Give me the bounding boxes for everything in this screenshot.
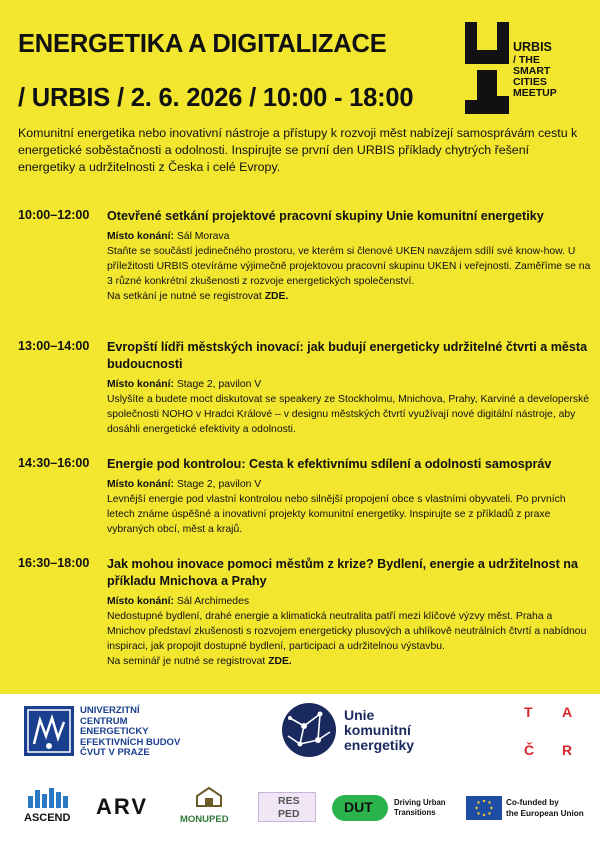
dut-logo: DUT Driving Urban Transitions xyxy=(332,786,450,830)
monuped-logo: MONUPED xyxy=(180,786,242,830)
session-venue: Místo konání: Stage 2, pavilon V xyxy=(107,479,262,490)
page-title: ENERGETIKA A DIGITALIZACE xyxy=(18,30,387,58)
resped-logo: RES PED xyxy=(258,786,318,830)
session-time: 16:30–18:00 xyxy=(18,556,90,570)
session-time: 14:30–16:00 xyxy=(18,456,90,470)
urbis-logo-text: URBIS / THE SMART CITIES MEETUP xyxy=(513,40,557,99)
urbis-mark-icon xyxy=(463,20,511,116)
session-title: Otevřené setkání projektové pracovní skupiny Unie komunitní energetiky xyxy=(107,209,544,223)
session-description: Uslyšíte a budete moct diskutovat se speakery ze Stockholmu, Mnichova, Prahy, Karviné a developerské společnosti NOHO v Hradci Králové – v designu městských čtvrtí využívají nové digitální nástroje, aby dosáhli energetické efektivity a odolnosti. xyxy=(107,394,590,435)
session-venue: Místo konání: Sál Archimedes xyxy=(107,596,250,607)
session-description: Levnější energie pod vlastní kontrolou nebo silnější propojení obce s vlastními obyvateli. Po prvních letech známe úspěšné a inovativní projekty komunitní energetiky. Inspirujte se z příkladů z praxe vybraných obcí, měst a krajů. xyxy=(107,494,566,535)
registration-link[interactable]: ZDE. xyxy=(264,291,289,302)
session-venue: Místo konání: Sál Morava xyxy=(107,231,230,242)
urbis-logo xyxy=(463,20,593,116)
event-date-line: / URBIS / 2. 6. 2026 / 10:00 - 18:00 xyxy=(18,84,414,112)
unie-komunitni-energetiky-logo: Unie komunitní energetiky xyxy=(280,702,450,758)
eu-cofunded-logo: Co-funded by the European Union xyxy=(466,786,590,830)
session-time: 10:00–12:00 xyxy=(18,208,90,222)
arv-logo: ARV xyxy=(96,794,149,819)
ascend-logo: ASCEND xyxy=(24,786,78,830)
session-description: Staňte se součástí jedinečného prostoru, ve kterém si členové UKEN navzájem sdílí své know-how. U příležitosti URBIS otevíráme výjimečně projektovou pracovní skupinu UKEN i veřejnosti. Zaměříme se na 3 různé konkrétní zkušenosti z rozvoje energetických společenství. xyxy=(107,246,591,287)
intro-text: Komunitní energetika nebo inovativní nástroje a přístupy k rozvoji měst nabízejí samosprávám cestu k energetické soběstačnosti a odolnosti. Inspirujte se první den URBIS příklady chytrých řešení energetiky a udržitelnosti z Česka i celé Evropy. xyxy=(18,126,578,174)
eu-flag-icon xyxy=(466,796,502,820)
session-description: Nedostupné bydlení, drahé energie a klimatická neutralita patří mezi klíčové výzvy měst. Praha a Mnichov představí zkušenosti s rozvojem energeticky plusových a uhlíkově neutrálních čtvrtí a nabídnou inspiraci, jak propojit dostupné bydlení, participaci a udržitelnou výstavbu. xyxy=(107,611,587,652)
session-registration: Na setkání je nutné se registrovat ZDE. xyxy=(107,291,289,302)
registration-link[interactable]: ZDE. xyxy=(268,656,292,667)
session-title: Energie pod kontrolou: Cesta k efektivnímu sdílení a odolnosti samospráv xyxy=(107,457,552,471)
session-venue: Místo konání: Stage 2, pavilon V xyxy=(107,379,262,390)
session-title: Evropští lídři městských inovací: jak budují energeticky udržitelné čtvrti a města budoucnosti xyxy=(107,340,588,371)
building-icon xyxy=(194,786,224,808)
session-registration: Na seminář je nutné se registrovat ZDE. xyxy=(107,656,292,667)
ceb-emblem-icon xyxy=(24,706,74,756)
session-time: 13:00–14:00 xyxy=(18,339,90,353)
ascend-bars-icon xyxy=(24,786,78,808)
network-globe-icon xyxy=(280,702,338,758)
tacr-logo: T A Č R xyxy=(524,704,573,758)
session-title: Jak mohou inovace pomoci městům z krize? Bydlení, energie a udržitelnost na příkladu Mnichova a Prahy xyxy=(107,557,578,588)
ceb-cvut-logo: UNIVERZITNÍ CENTRUM ENERGETICKY EFEKTIVNÍCH BUDOV ČVUT V PRAZE xyxy=(24,706,204,756)
